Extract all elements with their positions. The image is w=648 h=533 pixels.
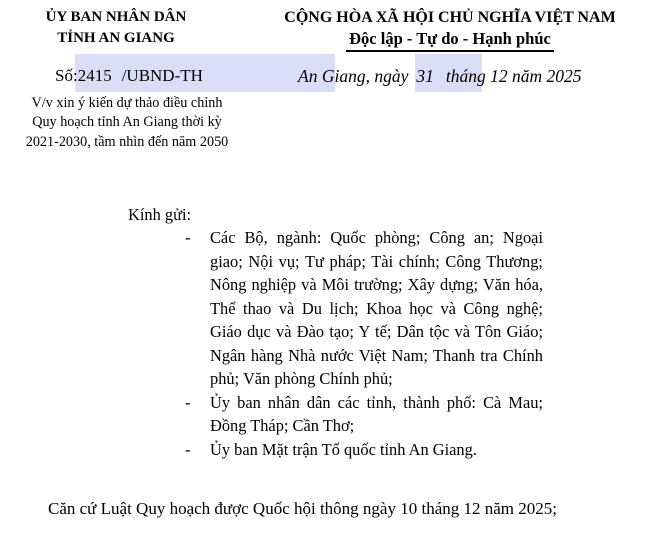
reference-number-line — [55, 64, 203, 88]
national-header — [266, 7, 634, 52]
recipient-text: Các Bộ, ngành: Quốc phòng; Công an; Ngoại giao; Nội vụ; Tư pháp; Tài chính; Công Thương; Nông nghiệp và Môi trường; Xây dựng; Văn hóa, Thể thao và Du lịch; Khoa học và Công nghệ; Giáo dục và Đào tạo; Y tế; Dân tộc và Tôn Giáo; Ngân hàng Nhà nước Việt Nam; Thanh tra Chính phủ; Văn phòng Chính phủ; — [210, 228, 543, 388]
issuing-authority-line1: ỦY BAN NHÂN DÂN — [45, 9, 187, 25]
list-item — [185, 391, 543, 438]
national-motto-line2: Độc lập - Tự do - Hạnh phúc — [346, 29, 554, 52]
date-day[interactable]: 31 — [416, 66, 434, 86]
recipients-list — [185, 226, 543, 461]
national-motto-line1: CỘNG HÒA XÃ HỘI CHỦ NGHĨA VIỆT NAM — [284, 9, 616, 26]
subject-line3: 2021-2030, tầm nhìn đến năm 2050 — [25, 133, 229, 150]
reference-number[interactable]: 2415 — [77, 66, 112, 85]
list-item — [185, 438, 543, 462]
list-dash: - — [185, 392, 191, 412]
list-item — [185, 226, 543, 391]
reference-label: Số: — [55, 66, 78, 85]
subject-block — [2, 94, 252, 152]
recipient-text: Ủy ban Mặt trận Tổ quốc tỉnh An Giang. — [210, 439, 477, 459]
list-dash: - — [185, 439, 191, 459]
place-date-line — [298, 64, 581, 88]
recipient-text: Ủy ban nhân dân các tỉnh, thành phố: Cà Mau; Đồng Tháp; Cần Thơ; — [210, 392, 543, 435]
body-paragraph: Căn cứ Luật Quy hoạch được Quốc hội thông ngày 10 tháng 12 năm 2025; — [48, 499, 557, 518]
list-dash: - — [185, 228, 191, 247]
issuing-authority-line2: TỈNH AN GIANG — [57, 30, 175, 46]
date-rest: tháng 12 năm 2025 — [445, 66, 582, 86]
subject-line1: V/v xin ý kiến dự thảo điều chỉnh — [31, 95, 223, 111]
reference-suffix: /UBND-TH — [121, 66, 203, 85]
date-prefix: An Giang, ngày — [298, 66, 409, 86]
issuing-authority-header — [30, 7, 202, 57]
subject-line2: Quy hoạch tỉnh An Giang thời kỳ — [32, 114, 222, 131]
salutation: Kính gửi: — [128, 205, 192, 224]
